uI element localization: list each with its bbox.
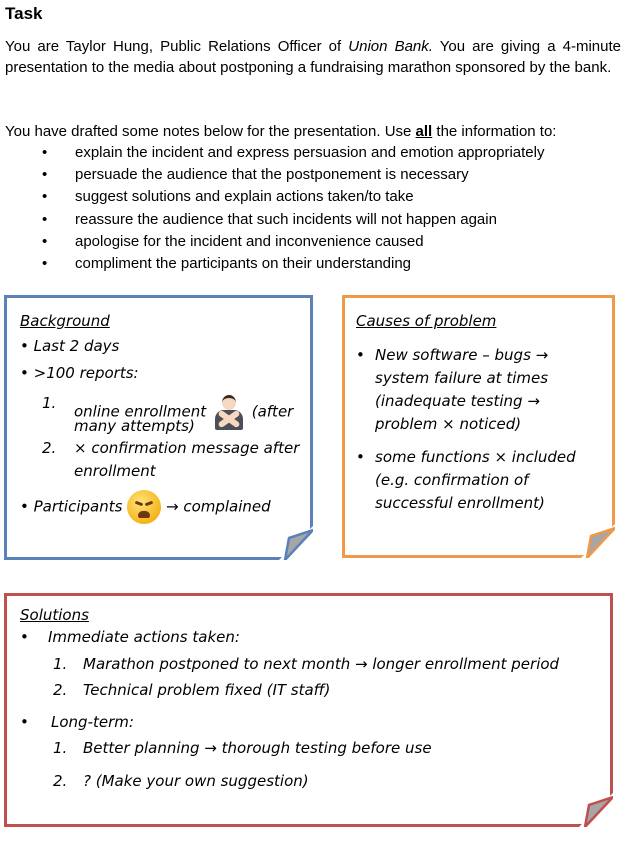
list-item-number: 2. [53,681,68,699]
list-item: • persuade the audience that the postponement is necessary [40,164,544,186]
causes-title: Causes of problem [356,312,497,330]
list-item-continuation: problem × noticed) [375,415,522,433]
list-item: • Last 2 days [20,337,120,355]
intro-text: You are Taylor Hung, Public Relations Officer of [5,38,349,55]
list-item-continuation: system failure at times [375,369,549,387]
list-item: online enrollment (after [74,394,293,430]
list-item: ? (Make your own suggestion) [83,772,309,790]
list-item: Better planning → thorough testing before use [83,739,432,757]
background-title: Background [20,312,110,330]
weary-face-icon [127,490,161,524]
list-item-bullet: • [20,628,29,646]
list-item: some functions × included [375,448,576,466]
list-item-number: 1. [42,394,57,412]
list-item: • reassure the audience that such incidents will not happen again [40,209,544,231]
list-item: • Participants → complained [20,490,271,524]
list-item-number: 1. [53,655,68,673]
list-item: Marathon postponed to next month → longer enrollment period [83,655,560,673]
list-item-continuation: (e.g. confirmation of [375,471,529,489]
task-bullet-list [40,142,544,275]
page-curl-icon [279,526,313,560]
list-item: • >100 reports: [20,364,139,382]
page-curl-icon [581,524,615,558]
list-item: Technical problem fixed (IT staff) [83,681,331,699]
organisation-name: Union Bank. [348,38,433,55]
list-item: × confirmation message after [74,439,300,457]
page-curl-icon [579,793,613,827]
intro-text-end: You are giving a 4-minute presentation to the media about postponing a fundraising marathon sponsored by the bank. [5,38,622,76]
list-item-number: 2. [53,772,68,790]
list-item-continuation: many attempts) [74,417,195,435]
list-item-bullet: • [356,346,365,364]
task-title: Task [5,4,43,23]
list-item-number: 2. [42,439,57,457]
lead-text: You have drafted some notes below for the presentation. Use [5,123,416,140]
solutions-note [4,593,613,827]
list-item-continuation: successful enrollment) [375,494,545,512]
list-item-bullet: • [356,448,365,466]
list-item: New software – bugs → [375,346,549,364]
list-item-continuation: enrollment [74,462,156,480]
lead-emphasis: all [415,123,433,140]
list-item: • explain the incident and express persuasion and emotion appropriately [40,142,544,164]
list-item: Long-term: [51,713,134,731]
list-item-number: 1. [53,739,68,757]
list-item: • suggest solutions and explain actions taken/to take [40,186,544,208]
causes-note [342,295,615,558]
task-lead [5,121,625,142]
list-item: • compliment the participants on their understanding [40,253,544,275]
list-item: Immediate actions taken: [48,628,240,646]
list-item-bullet: • [20,713,29,731]
background-note [4,295,313,560]
solutions-title: Solutions [20,606,89,624]
list-item-continuation: (inadequate testing → [375,392,540,410]
task-intro [5,36,621,78]
person-gesturing-no-icon [211,394,247,430]
list-item: • apologise for the incident and inconvenience caused [40,231,544,253]
lead-text-end: the information to: [432,123,557,140]
